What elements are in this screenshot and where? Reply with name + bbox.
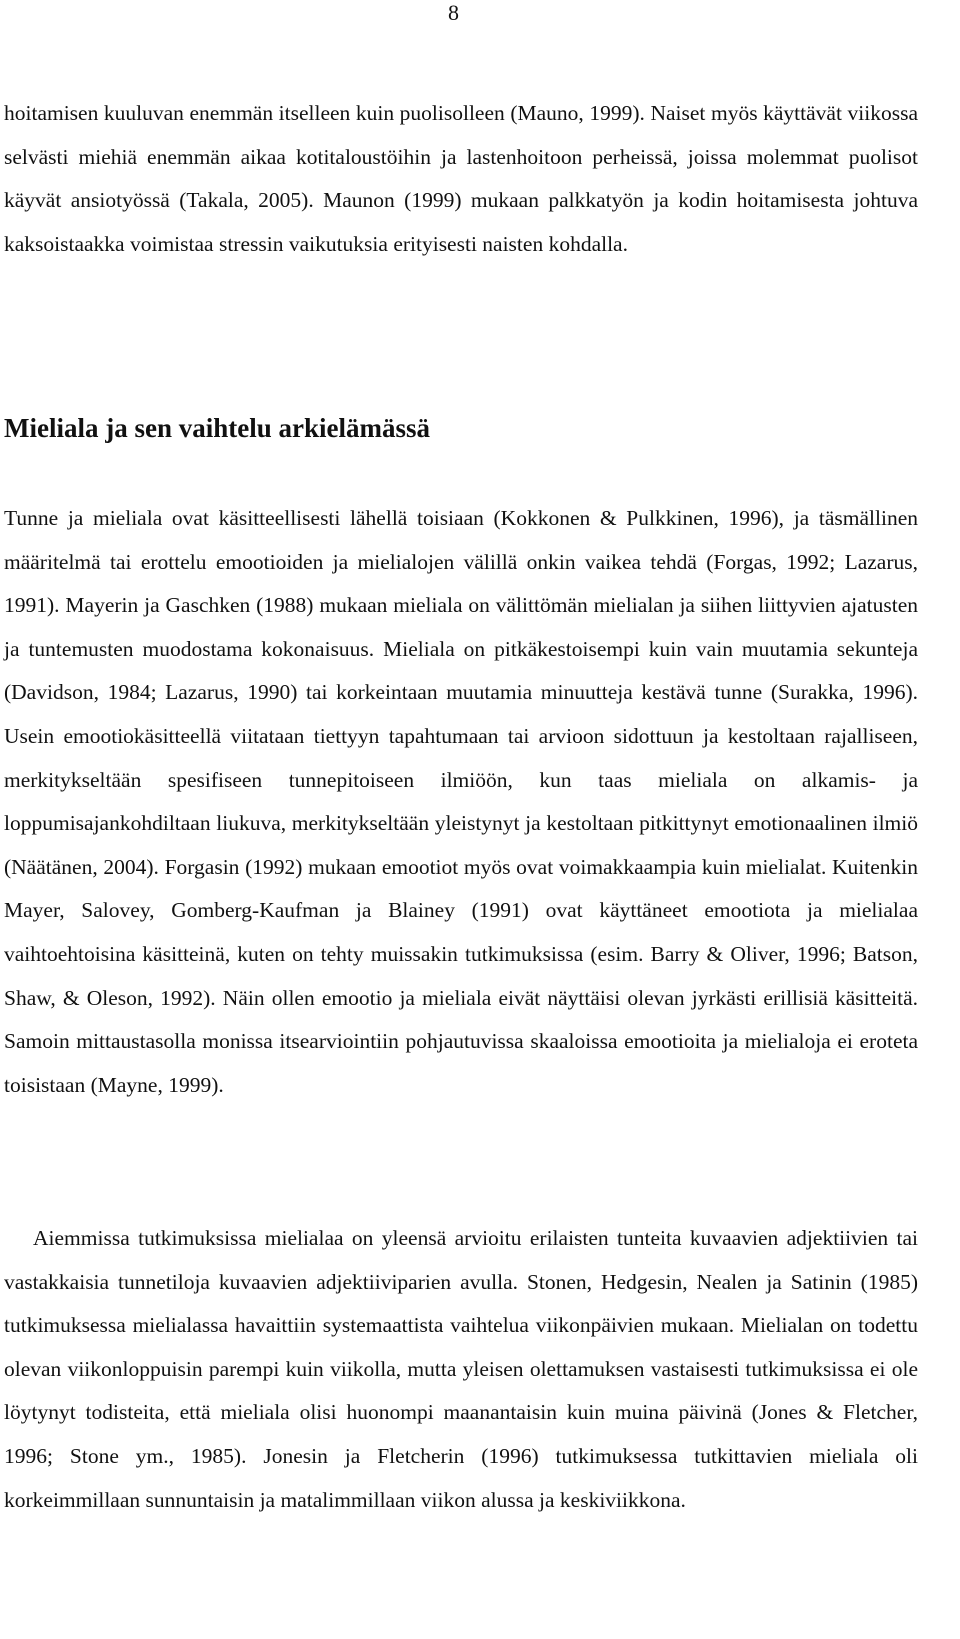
page-number: 8	[448, 0, 459, 25]
paragraph-1: hoitamisen kuuluvan enemmän itselleen kuin puolisolleen (Mauno, 1999). Naiset myös käyttävät viikossa selvästi miehiä enemmän aikaa kotitaloustöihin ja lastenhoitoon perheissä, joissa molemmat puolisot käyvät ansiotyössä (Takala, 2005). Maunon (1999) mukaan palkkatyön ja kodin hoitamisesta johtuva kaksoistaakka voimistaa stressin vaikutuksia erityisesti naisten kohdalla.	[4, 101, 918, 256]
paragraph-3: Aiemmissa tutkimuksissa mielialaa on yleensä arvioitu erilaisten tunteita kuvaavien adjektiivien tai vastakkaisia tunnetiloja kuvaavien adjektiiviparien avulla. Stonen, Hedgesin, Nealen ja Satinin (1985) tutkimuksessa mielialassa havaittiin systemaattista vaihtelua viikonpäivien mukaan. Mielialan on todettu olevan viikonloppuisin parempi kuin viikolla, mutta yleisen olettamuksen vastaisesti tutkimuksissa ei ole löytynyt todisteita, että mieliala olisi huonompi maanantaisin kuin muina päivinä (Jones & Fletcher, 1996; Stone ym., 1985). Jonesin ja Fletcherin (1996) tutkimuksessa tutkittavien mieliala oli korkeimmillaan sunnuntaisin ja matalimmillaan viikon alussa ja keskiviikkona.	[4, 1226, 918, 1512]
section-heading: Mieliala ja sen vaihtelu arkielämässä	[4, 413, 430, 443]
paragraph-2: Tunne ja mieliala ovat käsitteellisesti lähellä toisiaan (Kokkonen & Pulkkinen, 1996), ja täsmällinen määritelmä tai erottelu emootioiden ja mielialojen välillä onkin vaikea tehdä (Forgas, 1992; Lazarus, 1991). Mayerin ja Gaschken (1988) mukaan mieliala on välittömän mielialan ja siihen liittyvien ajatusten ja tuntemusten muodostama kokonaisuus. Mieliala on pitkäkestoisempi kuin vain muutamia sekunteja (Davidson, 1984; Lazarus, 1990) tai korkeintaan muutamia minuutteja kestävä tunne (Surakka, 1996). Usein emootiokäsitteellä viitataan tiettyyn tapahtumaan tai arvioon sidottuun ja kestoltaan rajalliseen, merkitykseltään spesifiseen tunnepitoiseen ilmiöön, kun taas mieliala on alkamis- ja loppumisajankohdiltaan liukuva, merkitykseltään yleistynyt ja kestoltaan pitkittynyt emotionaalinen ilmiö (Näätänen, 2004). Forgasin (1992) mukaan emootiot myös ovat voimakkaampia kuin mielialat. Kuitenkin Mayer, Salovey, Gomberg-Kaufman ja Blainey (1991) ovat käyttäneet emootiota ja mielialaa vaihtoehtoisina käsitteinä, kuten on tehty muissakin tutkimuksissa (esim. Barry & Oliver, 1996; Batson, Shaw, & Oleson, 1992). Näin ollen emootio ja mieliala eivät näyttäisi olevan jyrkästi erillisiä käsitteitä. Samoin mittaustasolla monissa itsearviointiin pohjautuvissa skaaloissa emootioita ja mielialoja ei eroteta toisistaan (Mayne, 1999).	[4, 506, 918, 1097]
